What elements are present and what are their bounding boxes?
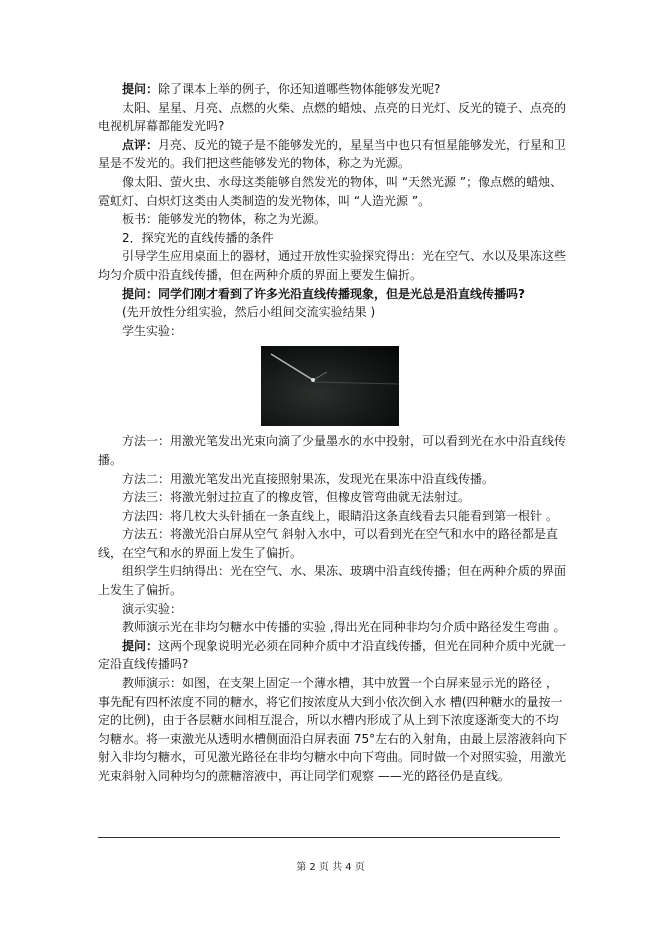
- comment-paragraph: [98, 136, 568, 173]
- method-1: 方法一：用激光笔发出光束向滴了少量墨水的水中投射，可以看到光在水中沿直线传播。: [98, 434, 567, 467]
- question-paragraph-3: [98, 637, 568, 674]
- page-number: 第 2 页 共 4 页: [296, 862, 365, 873]
- comment-label: 点评：: [122, 137, 159, 152]
- question-label: 提问：: [122, 286, 159, 301]
- question-label: 提问：: [122, 638, 159, 653]
- group-experiment-note: (先开放性分组实验，然后小组间交流实验结果 ): [122, 305, 376, 320]
- method-4: 方法四：将几枚大头针插在一条直线上，眼睛沿这条直线看去只能看到第一根针 。: [122, 508, 558, 523]
- summary-paragraph: 组织学生归纳得出：光在空气、水、果冻、玻璃中沿直线传播；但在两种介质的界面上发生了偏折。: [98, 564, 567, 598]
- demo-paragraph: 教师演示光在非均匀糖水中传播的实验 ,得出光在同种非均匀介质中路径发生弯曲 。: [122, 620, 566, 635]
- question-label: 提问：: [122, 82, 159, 96]
- question-paragraph-2: [98, 285, 568, 304]
- board-note: 板书：能够发光的物体，称之为光源。: [122, 212, 327, 227]
- comment-text: 月亮、反光的镜子是不能够发光的，星星当中也只有恒星能够发光，行星和卫星是不发光的。我们把这些能够发光的物体，称之为光源。: [98, 137, 567, 171]
- light-sources-paragraph: 太阳、星星、月亮、点燃的火柴、点燃的蜡烛、点亮的日光灯、反光的镜子、点亮的电视机屏幕都能发光吗?: [98, 100, 567, 134]
- method-3: 方法三：将激光射过拉直了的橡皮管，但橡皮管弯曲就无法射过。: [122, 490, 471, 505]
- method-2: 方法二：用激光笔发出光直接照射果冻，发现光在果冻中沿直线传播。: [122, 471, 495, 486]
- laser-experiment-photo: [261, 346, 399, 426]
- question-text: 这两个现象说明光必须在同种介质中才沿直线传播，但光在同种介质中光就一定沿直线传播吗?: [98, 638, 567, 672]
- section-heading: 2．探究光的直线传播的条件: [122, 230, 274, 245]
- page-body: [98, 80, 568, 786]
- natural-artificial-paragraph: 像太阳、萤火虫、水母这类能够自然发光的物体，叫 “天然光源 ”；像点燃的蜡烛、霓虹灯、白炽灯这类由人类制造的发光物体，叫 “人造光源 ”。: [98, 174, 563, 208]
- teacher-demo-paragraph: 教师演示：如图，在支架上固定一个薄水槽，其中放置一个白屏来显示光的路径 ，事先配有四杯浓度不同的糖水，将它们按浓度从大到小依次倒入水 槽(四种糖水的量按一定的比例)，由于各层糖水间相互混合，所以水槽内形成了从上到下浓度逐渐变大的不均匀糖水。将一束激光从透明水槽侧面沿白屏表面 75°左右的入射角，由最上层溶液斜向下射入非均匀糖水，可见激光路径在非均匀糖水中向下弯曲。同时做一个对照实验，用激光光束斜射入同种均匀的蔗糖溶液中，再让同学们观察 ——光的路径仍是直线。: [98, 676, 568, 783]
- guidance-paragraph: 引导学生应用桌面上的器材，通过开放性实验探究得出：光在空气、水以及果冻这些均匀介质中沿直线传播，但在两种介质的界面上要发生偏折。: [98, 249, 567, 282]
- footer-divider: [98, 837, 560, 838]
- method-5: 方法五：将激光沿白屏从空气 斜射入水中，可以看到光在空气和水中的路径都是直线，在空气和水的界面上发生了偏折。: [98, 527, 558, 560]
- demo-heading: 演示实验：: [122, 601, 183, 616]
- question-text: 除了课本上举的例子，你还知道哪些物体能够发光呢?: [158, 82, 441, 96]
- question-text: 同学们刚才看到了许多光沿直线传播现象，但是光总是沿直线传播吗?: [158, 286, 525, 301]
- student-experiment-heading: 学生实验：: [122, 323, 183, 338]
- question-paragraph-1: [98, 80, 568, 99]
